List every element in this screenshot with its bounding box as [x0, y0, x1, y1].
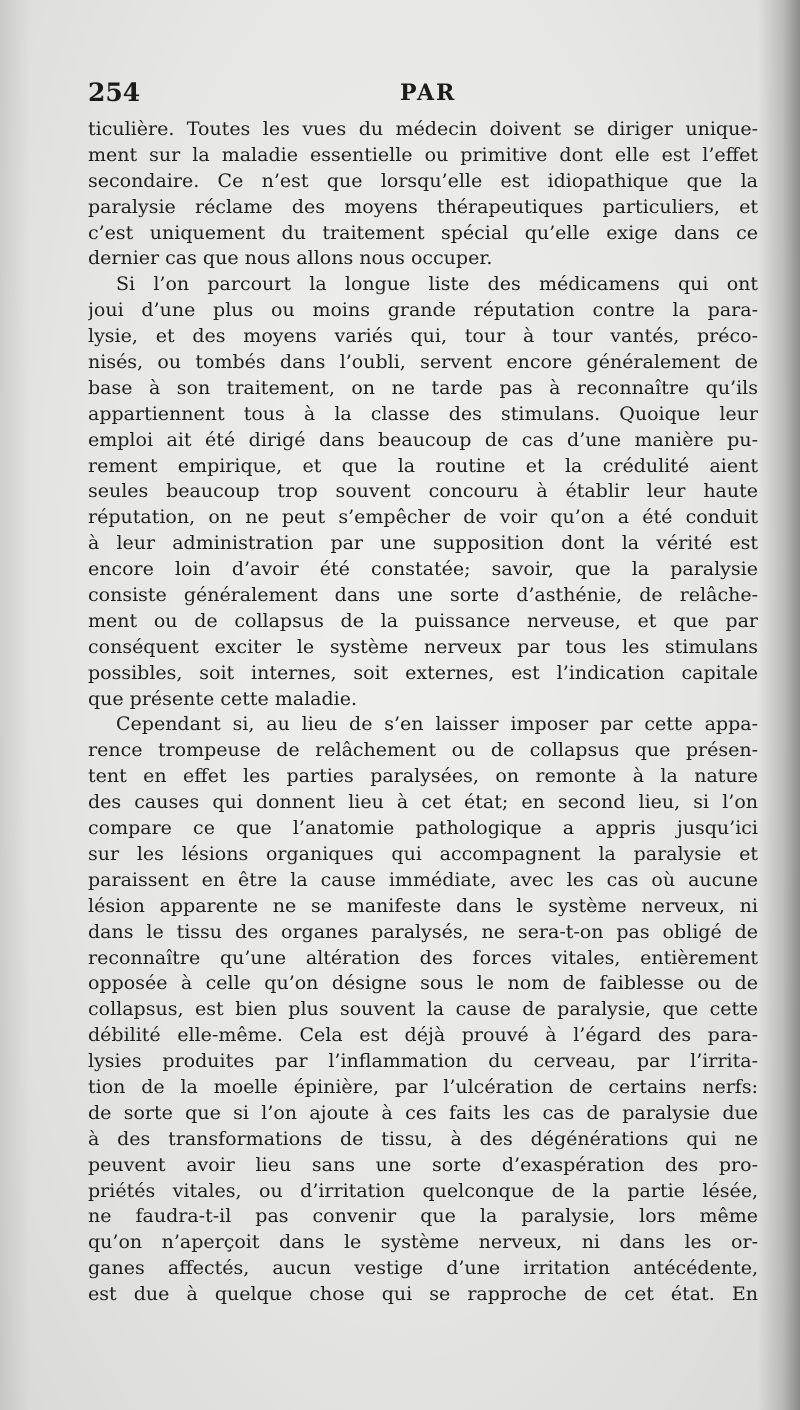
text-line: dernier cas que nous allons nous occuper. — [88, 247, 493, 270]
text-line: encore loin d’avoir été constatée; savoir, que la paralysie — [88, 558, 758, 581]
text-line: est due à quelque chose qui se rapproche de cet état. En — [88, 1283, 758, 1306]
text-line: consiste généralement dans une sorte d’asthénie, de relâche- — [88, 584, 758, 607]
page-number: 254 — [88, 78, 141, 107]
text-line: nisés, ou tombés dans l’oubli, servent encore généralement de — [88, 351, 758, 374]
text-line: dans le tissu des organes paralysés, ne sera-t-on pas obligé de — [88, 920, 758, 943]
text-line: priétés vitales, ou d’irritation quelconque de la partie lésée, — [88, 1179, 758, 1202]
text-line: seules beaucoup trop souvent concouru à établir leur haute — [88, 480, 758, 503]
text-line: sur les lésions organiques qui accompagnent la paralysie et — [88, 842, 758, 865]
text-line: emploi ait été dirigé dans beaucoup de cas d’une manière pu- — [88, 428, 758, 451]
text-line: c’est uniquement du traitement spécial qu’elle exige dans ce — [88, 221, 758, 244]
text-line: collapsus, est bien plus souvent la cause de paralysie, que cette — [88, 998, 758, 1021]
text-line: ne faudra-t-il pas convenir que la paralysie, lors même — [88, 1205, 758, 1228]
text-line: rement empirique, et que la routine et la crédulité aient — [88, 454, 758, 477]
text-line: lysies produites par l’inflammation du cerveau, par l’irrita- — [88, 1050, 758, 1073]
page-gutter-shadow-right — [758, 0, 800, 1410]
text-line: rence trompeuse de relâchement ou de collapsus que présen- — [88, 739, 758, 762]
text-line: à leur administration par une supposition dont la vérité est — [88, 532, 758, 555]
paragraph-first-line: Si l’on parcourt la longue liste des médicamens qui ont — [116, 273, 758, 296]
text-line: possibles, soit internes, soit externes, est l’indication capitale — [88, 661, 758, 684]
text-line: lésion apparente ne se manifeste dans le système nerveux, ni — [88, 894, 758, 917]
page-header — [88, 78, 758, 118]
text-line: tion de la moelle épinière, par l’ulcération de certains nerfs: — [88, 1075, 758, 1098]
text-line: à des transformations de tissu, à des dégénérations qui ne — [88, 1127, 758, 1150]
text-line: paraissent en être la cause immédiate, avec les cas où aucune — [88, 868, 758, 891]
body-text — [88, 117, 758, 1308]
text-line: des causes qui donnent lieu à cet état; en second lieu, si l’on — [88, 791, 758, 814]
text-line: réputation, on ne peut s’empêcher de voir qu’on a été conduit — [88, 506, 758, 529]
text-line: conséquent exciter le système nerveux par tous les stimulans — [88, 635, 758, 658]
text-line: base à son traitement, on ne tarde pas à reconnaître qu’ils — [88, 376, 758, 399]
text-line: paralysie réclame des moyens thérapeutiques particuliers, et — [88, 195, 758, 218]
text-line: ment ou de collapsus de la puissance nerveuse, et que par — [88, 609, 758, 632]
text-line: débilité elle-même. Cela est déjà prouvé à l’égard des para- — [88, 1024, 758, 1047]
text-line: joui d’une plus ou moins grande réputation contre la para- — [88, 299, 758, 322]
text-line: que présente cette maladie. — [88, 687, 358, 710]
text-line: secondaire. Ce n’est que lorsqu’elle est idiopathique que la — [88, 169, 758, 192]
text-line: tent en effet les parties paralysées, on remonte à la nature — [88, 765, 758, 788]
text-line: de sorte que si l’on ajoute à ces faits les cas de paralysie due — [88, 1101, 758, 1124]
text-line: ment sur la maladie essentielle ou primitive dont elle est l’effet — [88, 143, 758, 166]
text-line: opposée à celle qu’on désigne sous le nom de faiblesse ou de — [88, 972, 758, 995]
text-line: ticulière. Toutes les vues du médecin doivent se diriger unique- — [88, 118, 758, 140]
text-line: appartiennent tous à la classe des stimulans. Quoique leur — [88, 402, 758, 425]
page-gutter-shadow-left — [0, 0, 30, 1410]
text-line: qu’on n’aperçoit dans le système nerveux, ni dans les or- — [88, 1231, 758, 1254]
text-line: lysie, et des moyens variés qui, tour à tour vantés, préco- — [88, 325, 758, 348]
paragraph-first-line: Cependant si, au lieu de s’en laisser imposer par cette appa- — [116, 713, 758, 736]
text-line: compare ce que l’anatomie pathologique a appris jusqu’ici — [88, 817, 758, 840]
text-line: peuvent avoir lieu sans une sorte d’exaspération des pro- — [88, 1153, 758, 1176]
running-head: PAR — [400, 80, 457, 106]
text-line: reconnaître qu’une altération des forces vitales, entièrement — [88, 946, 758, 969]
text-line: ganes affectés, aucun vestige d’une irritation antécédente, — [88, 1257, 758, 1280]
